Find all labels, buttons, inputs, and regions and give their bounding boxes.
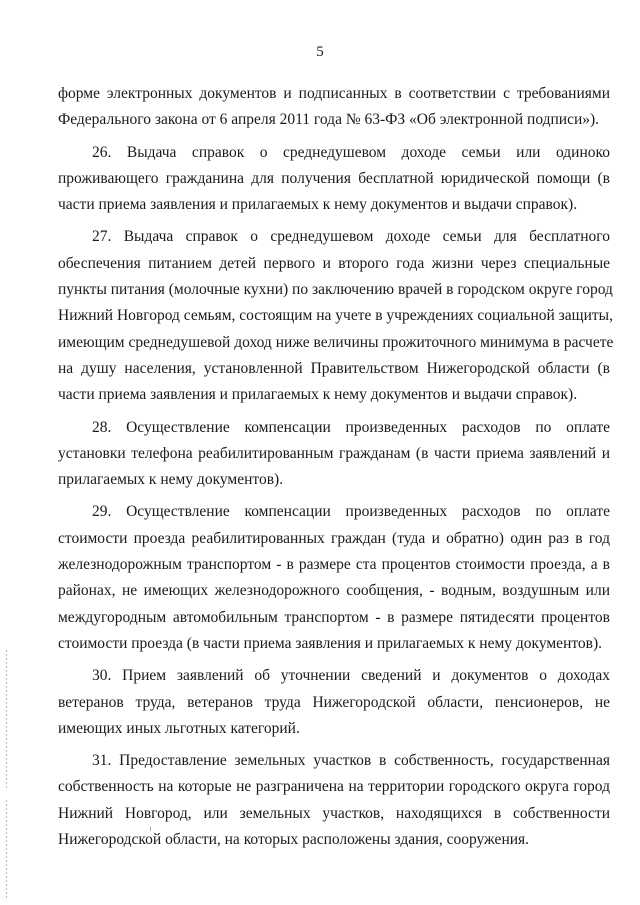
text-line: ветеранов труда, ветеранов труда Нижегородской области, пенсионеров, не [58, 693, 610, 711]
paragraph-item-27 [58, 224, 614, 408]
scan-speck [150, 827, 151, 831]
text-line: 29. Осуществление компенсации произведенных расходов по оплате [92, 503, 610, 521]
scan-edge-artifact [6, 650, 7, 790]
paragraph-item-29 [58, 499, 610, 657]
text-line: 28. Осуществление компенсации произведенных расходов по оплате [92, 418, 610, 436]
text-line: междугородным автомобильным транспортом - в размере пятидесяти процентов [58, 608, 610, 626]
text-line: части приема заявления и прилагаемых к нему документов и выдачи справок). [58, 386, 578, 404]
text-line: 31. Предоставление земельных участков в собственность, государственная [92, 752, 610, 770]
paragraph-item-30 [58, 663, 610, 742]
text-line: Федерального закона от 6 апреля 2011 года № 63-ФЗ «Об электронной подписи»). [58, 111, 600, 129]
text-line: 26. Выдача справок о среднедушевом доходе семьи или одиноко [92, 143, 610, 161]
text-line: Нижний Новгород, или земельных участков, находящихся в собственности [58, 804, 610, 822]
text-line: 27. Выдача справок о среднедушевом доходе семьи для бесплатного [92, 228, 610, 246]
text-line: имеющим среднедушевой доход ниже величины прожиточного минимума в расчете [58, 333, 614, 351]
text-line: имеющих иных льготных категорий. [58, 719, 300, 737]
text-line: железнодорожным транспортом - в размере ста процентов стоимости проезда, а в [58, 556, 610, 574]
page-number: 5 [316, 44, 324, 60]
text-line: части приема заявления и прилагаемых к нему документов и выдачи справок). [58, 196, 578, 214]
text-line: Нижегородской области, на которых расположены здания, сооружения. [58, 831, 530, 849]
document-body [58, 81, 614, 859]
text-line: собственность на которые не разграничена на территории городского округа город [58, 778, 610, 796]
scan-edge-artifact [6, 800, 7, 900]
text-line: на душу населения, установленной Правительством Нижегородской области (в [58, 359, 610, 377]
paragraph-item-26 [58, 140, 610, 219]
text-line: обеспечения питанием детей первого и второго года жизни через специальные [58, 254, 610, 272]
text-line: проживающего гражданина для получения бесплатной юридической помощи (в [58, 169, 610, 187]
text-line: форме электронных документов и подписанных в соответствии с требованиями [58, 85, 610, 102]
paragraph-continuation [58, 81, 610, 134]
text-line: прилагаемых к нему документов). [58, 471, 284, 489]
text-line: 30. Прием заявлений об уточнении сведений и документов о доходах [92, 667, 610, 685]
paragraph-item-28 [58, 415, 610, 494]
text-line: стоимости проезда реабилитированных граждан (туда и обратно) один раз в год [58, 529, 610, 547]
paragraph-item-31 [58, 748, 610, 853]
text-line: установки телефона реабилитированным гражданам (в части приема заявлений и [58, 444, 610, 462]
text-line: стоимости проезда (в части приема заявления и прилагаемых к нему документов). [58, 634, 603, 652]
text-line: пункты питания (молочные кухни) по заключению врачей в городском округе город [58, 281, 613, 299]
text-line: Нижний Новгород семьям, состоящим на учете в учреждениях социальной защиты, [58, 307, 613, 325]
text-line: районах, не имеющих железнодорожного сообщения, - водным, воздушным или [58, 582, 610, 600]
